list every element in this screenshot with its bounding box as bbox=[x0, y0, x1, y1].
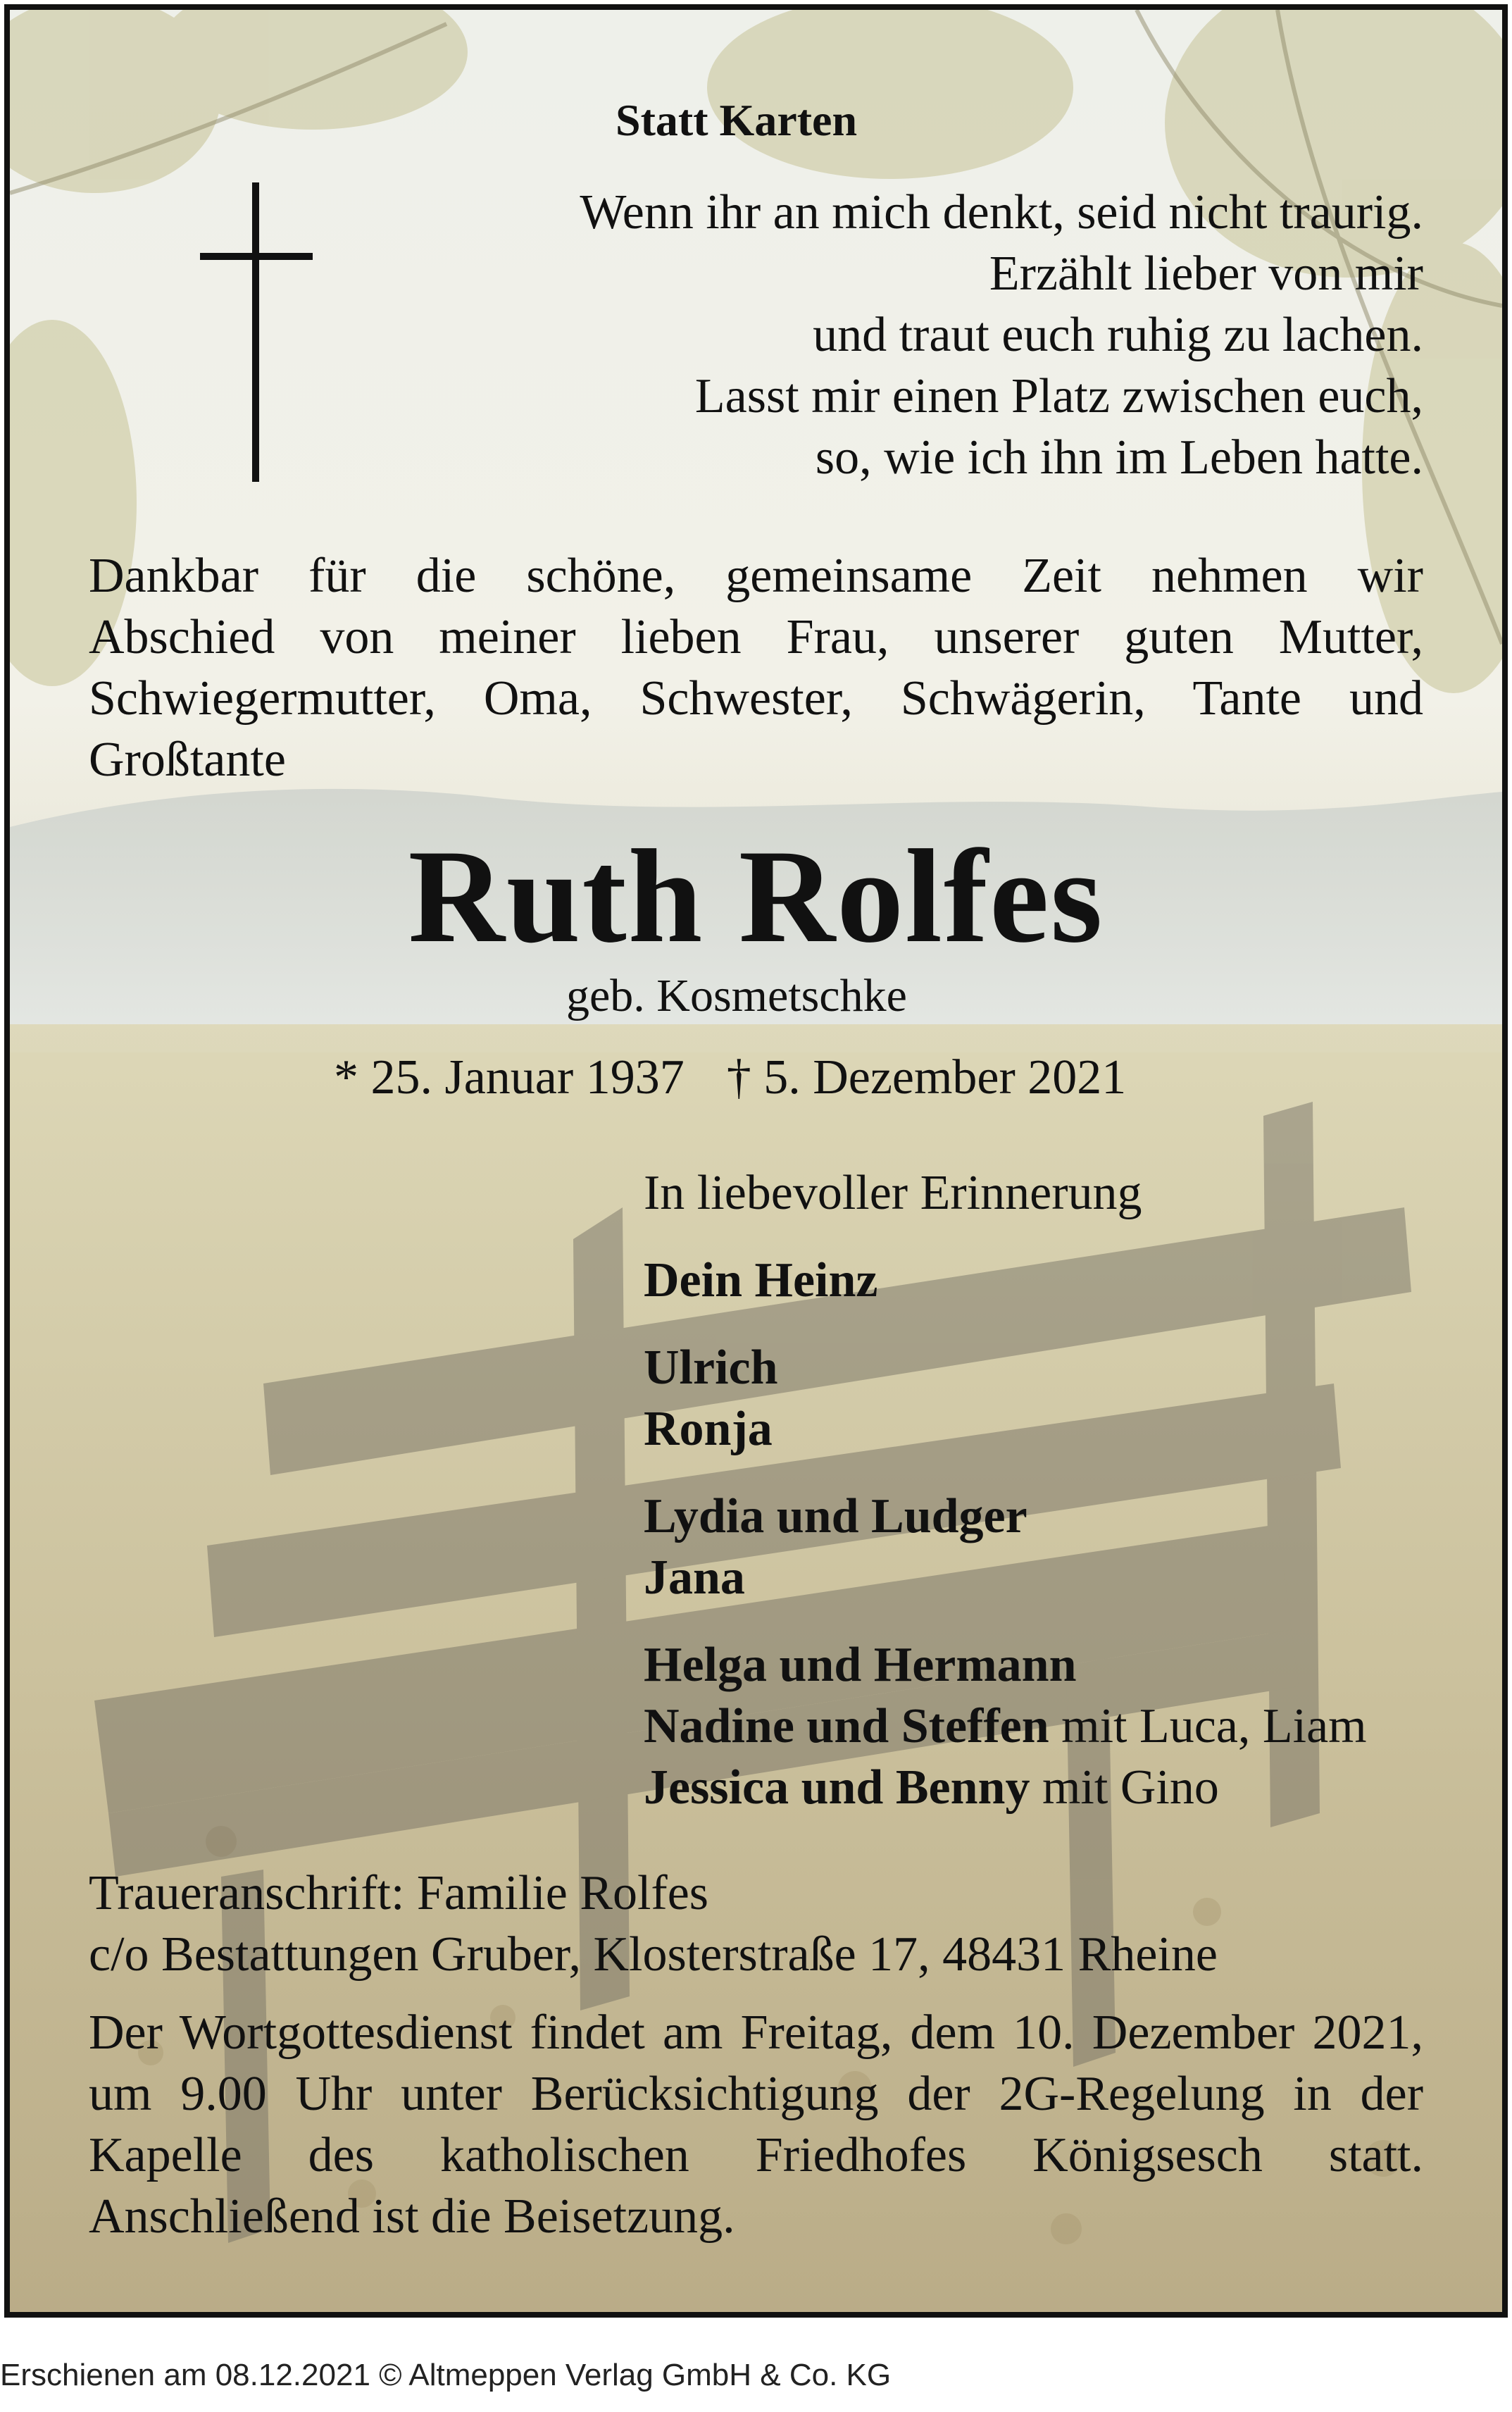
intro-line: Großtante bbox=[89, 733, 286, 787]
life-dates bbox=[334, 1050, 1126, 1106]
death-date: † 5. Dezember 2021 bbox=[726, 1050, 1127, 1105]
publication-footer: Erschienen am 08.12.2021 © Altmeppen Verlag GmbH & Co. KG bbox=[0, 2358, 892, 2392]
mourning-address: c/o Bestattungen Gruber, Klosterstraße 17, 48431 Rheine bbox=[89, 1927, 1218, 1982]
obituary-content bbox=[10, 10, 1502, 2312]
mourner-names: Nadine und Steffen bbox=[644, 1699, 1049, 1753]
service-line: Kapelle des katholischen Friedhofes Königsesch statt. bbox=[89, 2128, 1423, 2182]
mourner-line: Ronja bbox=[644, 1402, 773, 1456]
mourner-line bbox=[644, 1760, 1219, 1816]
mourner-line bbox=[644, 1698, 1367, 1755]
deceased-name: Ruth Rolfes bbox=[408, 823, 1104, 971]
mourner-children: mit Gino bbox=[1030, 1760, 1219, 1815]
mourning-address: Traueranschrift: Familie Rolfes bbox=[89, 1866, 709, 1920]
poem-line: Wenn ihr an mich denkt, seid nicht traurig. bbox=[580, 185, 1423, 240]
mourner-line: Jana bbox=[644, 1550, 745, 1605]
mourner-line: Helga und Hermann bbox=[644, 1638, 1077, 1692]
intro-line: Abschied von meiner lieben Frau, unserer guten Mutter, bbox=[89, 610, 1423, 664]
mourner-names: Jessica und Benny bbox=[644, 1760, 1030, 1815]
cross-icon bbox=[252, 182, 259, 482]
mourner-line: Dein Heinz bbox=[644, 1253, 878, 1307]
service-line: um 9.00 Uhr unter Berücksichtigung der 2G-Regelung in der bbox=[89, 2067, 1423, 2121]
birth-date: * 25. Januar 1937 bbox=[334, 1050, 685, 1105]
birth-name: geb. Kosmetschke bbox=[566, 970, 907, 1021]
mourner-line: Lydia und Ludger bbox=[644, 1489, 1027, 1543]
obituary-card bbox=[4, 4, 1508, 2318]
mourner-line: Ulrich bbox=[644, 1341, 778, 1395]
poem-line: so, wie ich ihn im Leben hatte. bbox=[815, 430, 1423, 485]
mourners-intro: In liebevoller Erinnerung bbox=[644, 1166, 1142, 1220]
poem-line: und traut euch ruhig zu lachen. bbox=[813, 308, 1423, 362]
statt-karten-heading: Statt Karten bbox=[616, 95, 858, 145]
service-line: Der Wortgottesdienst findet am Freitag, dem 10. Dezember 2021, bbox=[89, 2006, 1423, 2060]
mourner-children: mit Luca, Liam bbox=[1049, 1699, 1367, 1753]
service-line: Anschließend ist die Beisetzung. bbox=[89, 2189, 735, 2244]
intro-line: Dankbar für die schöne, gemeinsame Zeit nehmen wir bbox=[89, 549, 1423, 603]
poem-line: Lasst mir einen Platz zwischen euch, bbox=[694, 369, 1423, 423]
intro-line: Schwiegermutter, Oma, Schwester, Schwägerin, Tante und bbox=[89, 671, 1423, 726]
poem-line: Erzählt lieber von mir bbox=[989, 247, 1423, 301]
cross-icon-bar bbox=[200, 253, 313, 260]
